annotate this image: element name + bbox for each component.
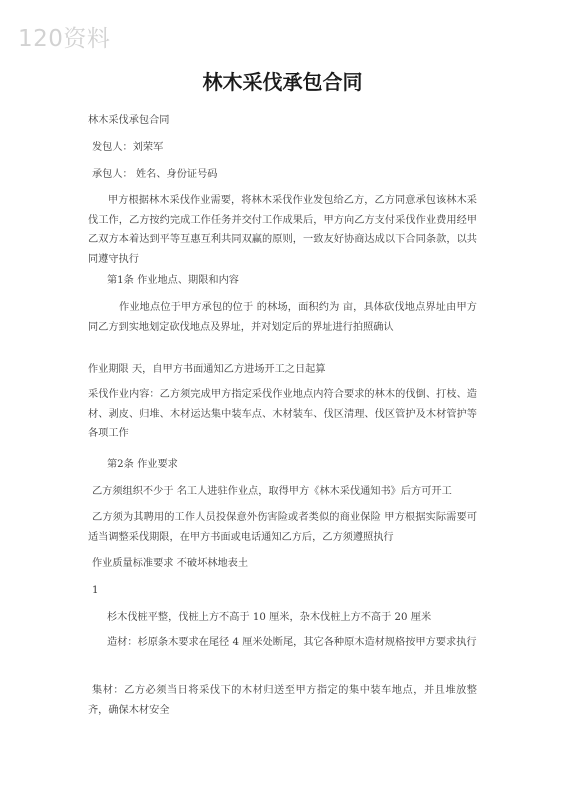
content-paragraph: 采伐作业内容：乙方须完成甲方指定采伐作业地点内符合要求的林木的伐倒、打枝、造材、剥皮、归堆、木材运达集中装车点、木材装车、伐区清理、伐区管护及木材管护等各项工作 (88, 389, 477, 439)
watermark-logo: 120资料 (18, 26, 111, 52)
intro-paragraph: 甲方根据林木采伐作业需要，将林木采伐作业发包给乙方，乙方同意承包该林木采伐工作，乙方按约完成工作任务并交付工作成果后，甲方向乙方支付采伐作业费用经甲乙双方本着达到平等互惠互利共同双赢的原则，一致友好协商达成以下合同条款，以共同遵守执行 (88, 195, 477, 265)
insurance-paragraph: 乙方须为其聘用的工作人员投保意外伤害险或者类似的商业保险 甲方根据实际需要可适当调整采伐期限，在甲方书面或电话通知乙方后，乙方须遵照执行 (88, 512, 477, 543)
period-line: 作业期限 天，自甲方书面通知乙方进场开工之日起算 (88, 364, 326, 375)
document-title: 林木采伐承包合同 (202, 70, 363, 94)
party-a-line: 发包人：刘荣军 (92, 142, 164, 153)
document-subtitle: 林木采伐承包合同 (88, 115, 170, 126)
gathering-paragraph: 集材：乙方必须当日将采伐下的木材归送至甲方指定的集中装车地点，并且堆放整齐，确保木材安全 (88, 685, 477, 716)
workers-requirement: 乙方须组织不少于 名工人进驻作业点，取得甲方《林木采伐通知书》后方可开工 (92, 486, 452, 497)
stump-requirement: 杉木伐桩平整，伐桩上方不高于 10 厘米，杂木伐桩上方不高于 20 厘米 (107, 612, 432, 623)
quality-standard: 作业质量标准要求 不破坏林地表土 (92, 558, 249, 569)
article-2-heading: 第2条 作业要求 (107, 459, 178, 470)
bucking-paragraph: 造材：杉原条木要求在尾径 4 厘米处断尾，其它各种原木造材规格按甲方要求执行 (107, 637, 477, 648)
item-number: 1 (92, 585, 99, 596)
article-1-heading: 第1条 作业地点、期限和内容 (107, 275, 239, 286)
party-b-line: 承包人： 姓名、身份证号码 (92, 169, 218, 180)
location-paragraph: 作业地点位于甲方承包的位于 的林场，面积约为 亩，具体砍伐地点界址由甲方同乙方到实地划定砍伐地点及界址，并对划定后的界址进行拍照确认 (88, 302, 477, 333)
